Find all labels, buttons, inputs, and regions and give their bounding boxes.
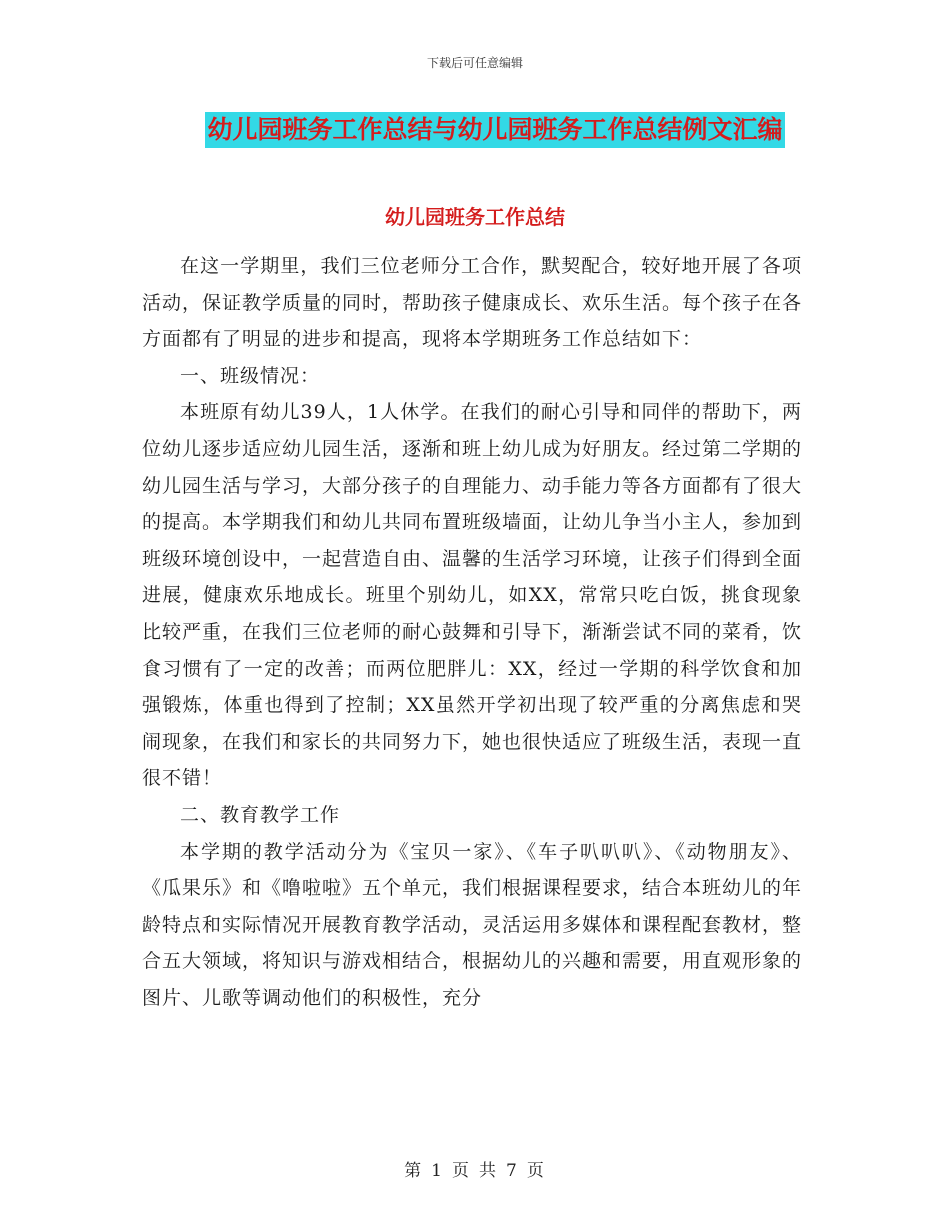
footer-label-ye2: 页: [526, 1161, 546, 1181]
document-body: [142, 248, 802, 1016]
paragraph-teaching-work: 本学期的教学活动分为《宝贝一家》、《车子叭叭叭》、《动物朋友》、《瓜果乐》和《噜啦啦》五个单元，我们根据课程要求，结合本班幼儿的年龄特点和实际情况开展教育教学活动，灵活运用多媒体和课程配套教材，整合五大领域，将知识与游戏相结合，根据幼儿的兴趣和需要，用直观形象的图片、儿歌等调动他们的积极性，充分: [142, 840, 803, 1009]
page-footer: [0, 1156, 950, 1181]
heading-class-situation: 一、班级情况：: [180, 364, 321, 387]
paragraph-intro: 在这一学期里，我们三位老师分工合作，默契配合，较好地开展了各项活动，保证教学质量的同时，帮助孩子健康成长、欢乐生活。每个孩子在各方面都有了明显的进步和提高，现将本学期班务工作总结如下：: [142, 255, 803, 351]
footer-current-page: 1: [431, 1161, 444, 1181]
paragraph-class-situation: 本班原有幼儿39人，1人休学。在我们的耐心引导和同伴的帮助下，两位幼儿逐步适应幼儿园生活，逐渐和班上幼儿成为好朋友。经过第二学期的幼儿园生活与学习，大部分孩子的自理能力、动手能力等各方面都有了很大的提高。本学期我们和幼儿共同布置班级墙面，让幼儿争当小主人，参加到班级环境创设中，一起营造自由、温馨的生活学习环境，让孩子们得到全面进展，健康欢乐地成长。班里个别幼儿，如XX，常常只吃白饭，挑食现象比较严重，在我们三位老师的耐心鼓舞和引导下，渐渐尝试不同的菜肴，饮食习惯有了一定的改善；而两位肥胖儿：XX，经过一学期的科学饮食和加强锻炼，体重也得到了控制；XX虽然开学初出现了较严重的分离焦虑和哭闹现象，在我们和家长的共同努力下，她也很快适应了班级生活，表现一直很不错！: [142, 401, 803, 790]
footer-label-total: 共: [479, 1161, 498, 1181]
footer-total-pages: 7: [506, 1161, 519, 1181]
document-title: 幼儿园班务工作总结与幼儿园班务工作总结例文汇编: [205, 112, 784, 148]
document-title-container: [0, 112, 950, 148]
page-header-note: 下载后可任意编辑: [426, 56, 523, 70]
section-title: 幼儿园班务工作总结: [385, 205, 565, 229]
footer-label-page: 第: [404, 1161, 424, 1181]
footer-label-ye: 页: [452, 1161, 471, 1181]
heading-teaching-work: 二、教育教学工作: [180, 803, 341, 826]
